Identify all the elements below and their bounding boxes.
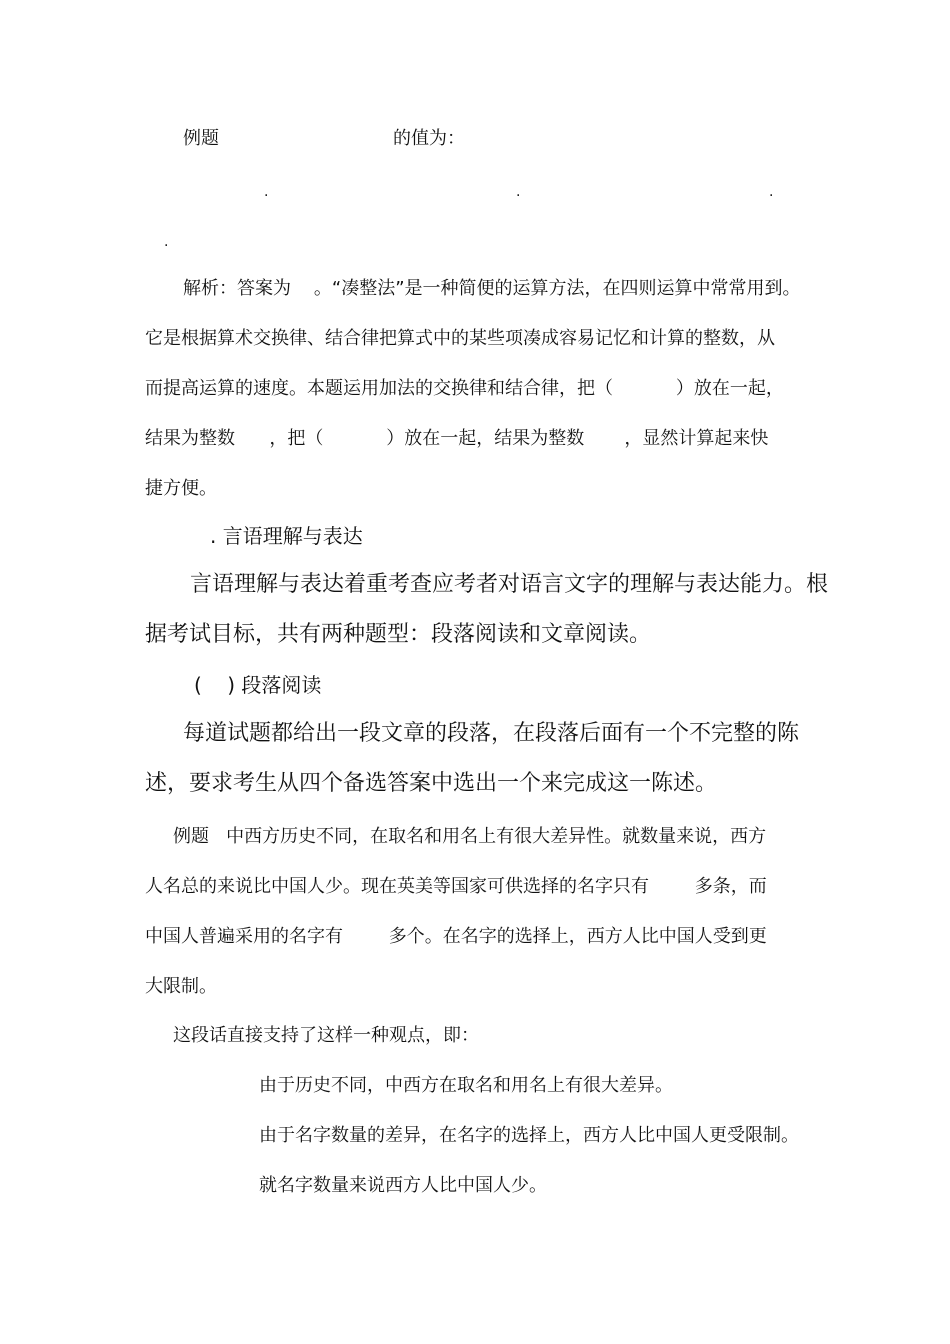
example2-option-a: 由于历史不同，中西方在取名和用名上有很大差异。 <box>259 1075 673 1096</box>
example2-line-1: 例题 中西方历史不同，在取名和用名上有很大差异性。就数量来说，西方 <box>173 826 767 847</box>
example-label: 例题 <box>183 128 219 149</box>
desc-line-1: 每道试题都给出一段文章的段落，在段落后面有一个不完整的陈 <box>183 721 800 746</box>
section-intro-line-2: 据考试目标，共有两种题型：段落阅读和文章阅读。 <box>145 622 652 647</box>
example2-line-2: 人名总的来说比中国人少。现在英美等国家可供选择的名字只有 多条，而 <box>145 876 767 897</box>
example2-question: 这段话直接支持了这样一种观点，即： <box>173 1025 479 1046</box>
analysis-line-2: 它是根据算术交换律、结合律把算式中的某些项凑成容易记忆和计算的整数，从 <box>145 328 775 349</box>
example2-option-c: 就名字数量来说西方人比中国人少。 <box>259 1175 547 1196</box>
option-a-dot: . <box>264 184 269 200</box>
example2-line-3: 中国人普遍采用的名字有 多个。在名字的选择上，西方人比中国人受到更 <box>145 926 767 947</box>
analysis-line-5: 捷方便。 <box>145 478 217 499</box>
section-heading: . 言语理解与表达 <box>210 524 363 548</box>
analysis-line-1: 解析：答案为 。“凑整法”是一种简便的运算方法，在四则运算中常常用到。 <box>183 278 801 299</box>
analysis-line-4: 结果为整数 ，把（ ）放在一起，结果为整数 ，显然计算起来快 <box>145 428 769 449</box>
example2-line-4: 大限制。 <box>145 976 217 997</box>
subheading-paragraph-reading: ( ) 段落阅读 <box>194 673 322 697</box>
option-b-dot: . <box>516 184 521 200</box>
option-c-dot: . <box>769 184 774 200</box>
example2-option-b: 由于名字数量的差异，在名字的选择上，西方人比中国人更受限制。 <box>259 1125 799 1146</box>
section-intro-line-1: 言语理解与表达着重考查应考者对语言文字的理解与表达能力。根 <box>190 572 829 597</box>
example-stem: 的值为： <box>393 128 465 149</box>
desc-line-2: 述，要求考生从四个备选答案中选出一个来完成这一陈述。 <box>145 771 718 796</box>
analysis-line-3: 而提高运算的速度。本题运用加法的交换律和结合律，把（ ）放在一起， <box>145 378 784 399</box>
option-d-dot: . <box>164 234 169 250</box>
